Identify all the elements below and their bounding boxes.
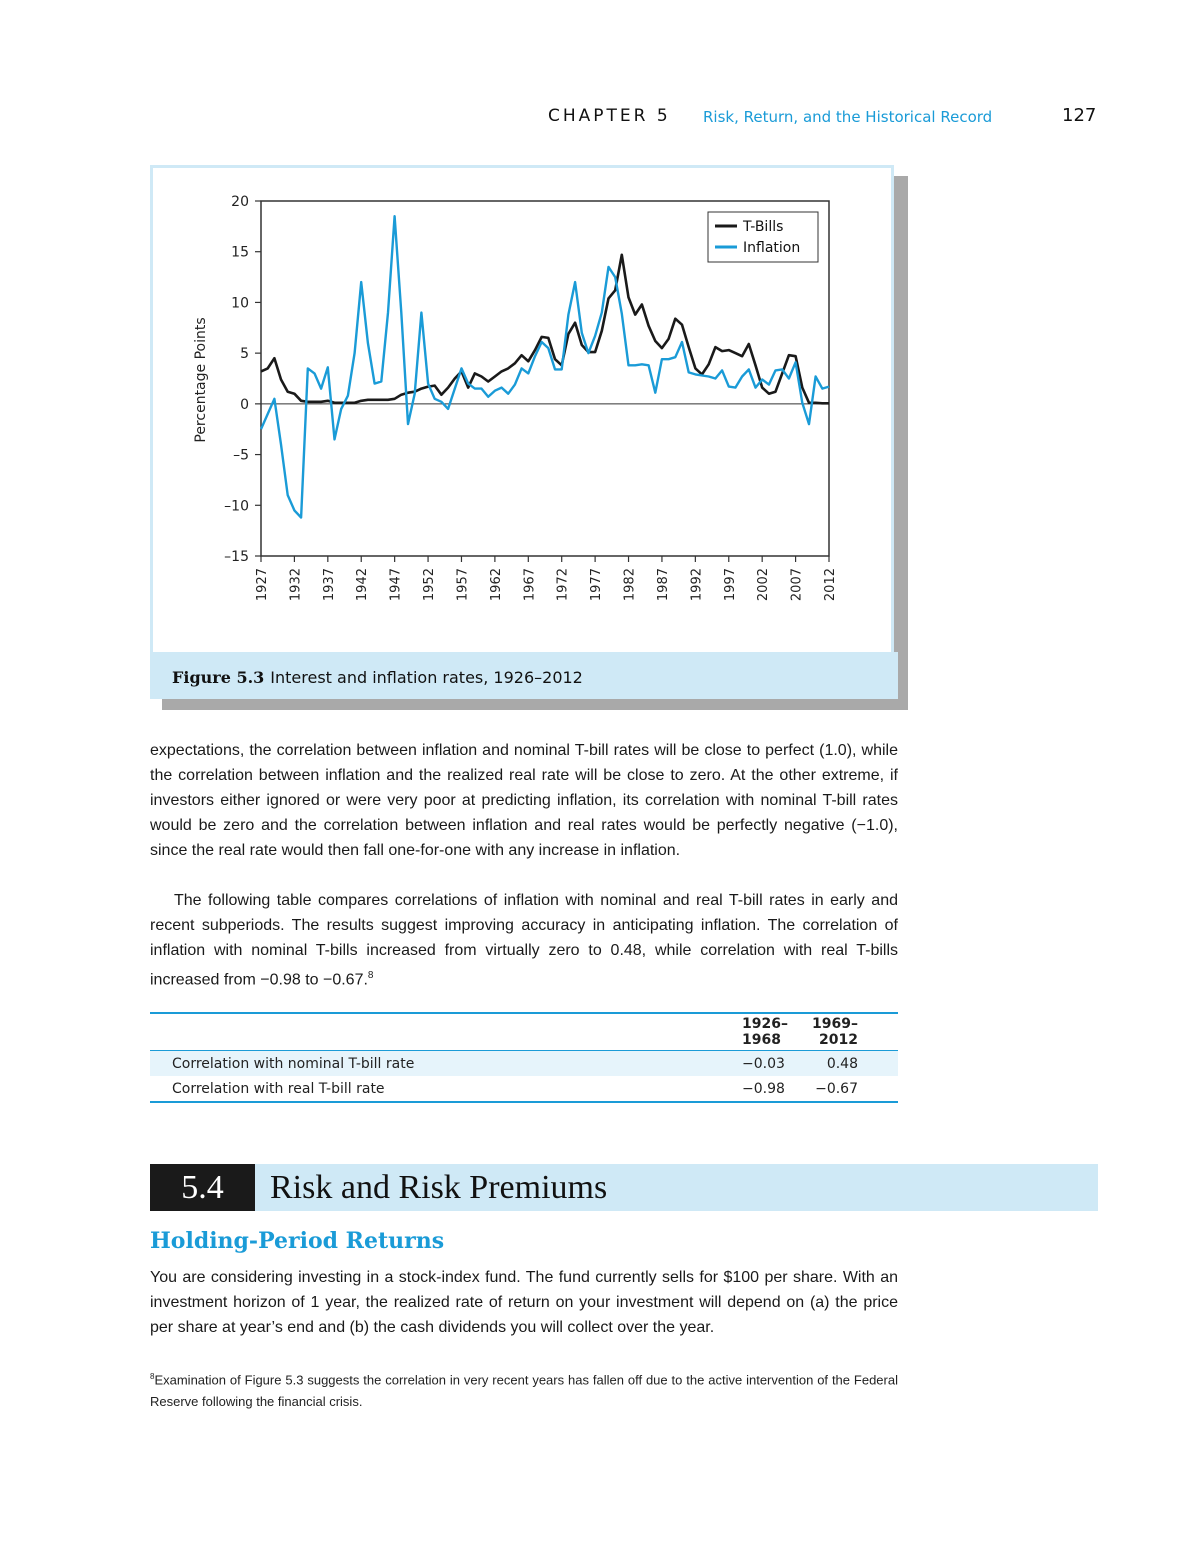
x-tick-label: 1992 [689,568,705,602]
page-number: 127 [1062,105,1097,126]
y-tick-label: –5 [233,447,249,464]
paragraph-3: You are considering investing in a stock-index fund. The fund currently sells for $100 per share. With an investment horizon of 1 year, the realized rate of return on your investment will depend on (a) the price per share at year’s end and (b) the cash dividends you will collect over the year. [150,1269,898,1336]
subsection-heading: Holding-Period Returns [150,1228,445,1254]
x-tick-label: 1977 [589,568,605,602]
chapter-label: CHAPTER 5 [548,106,671,126]
x-tick-label: 2007 [789,568,805,602]
y-tick-label: 10 [231,295,249,312]
figure-caption-text: Interest and inflation rates, 1926–2012 [270,668,583,687]
table-cell: Correlation with real T-bill rate [172,1080,385,1097]
paragraph-2-text: The following table compares correlations of inflation with nominal and real T-bill rates in early and recent subperiods. The results suggest improving accuracy in anticipating inflation. The correlation of inflation with nominal T-bills increased from virtually zero to 0.48, while correlation with real T-bills increased from −0.98 to −0.67. [150,892,898,989]
table-row [150,1051,898,1077]
table-cell: −0.98 [742,1080,785,1097]
y-tick-label: 15 [231,244,249,261]
y-tick-label: –15 [224,549,249,565]
x-tick-label: 1952 [422,568,438,602]
line-chart [153,168,891,652]
legend-tbills-label: T-Bills [743,219,784,235]
table-cell: −0.03 [532,1051,800,1077]
y-tick-label: 5 [240,346,249,363]
correlation-table [150,1012,898,1103]
x-tick-label: 1982 [622,568,638,602]
figure-label: Figure 5.3 [172,668,265,687]
x-tick-label: 2002 [756,568,772,602]
x-tick-label: 1947 [388,568,404,602]
y-tick-label: 0 [240,396,249,413]
footnote-ref-8[interactable]: 8 [367,970,374,981]
x-tick-label: 1927 [255,568,270,602]
chapter-title: Risk, Return, and the Historical Record [703,108,993,126]
footnote [150,1366,898,1413]
paragraph-1: expectations, the correlation between inflation and nominal T-bill rates will be close to perfect (1.0), while the correlation between inflation and the realized real rate will be close to zero. At the other extreme, if investors either ignored or were very poor at predicting inflation, its correlation with nominal T-bill rates would be zero and the correlation between inflation and real rates would be perfectly negative (−1.0), since the real rate would then fall one-for-one with any increase in inflation. [150,742,898,859]
x-tick-label: 1997 [722,568,738,602]
x-tick-label: 2012 [823,568,838,602]
x-tick-label: 1962 [488,568,504,602]
x-tick-label: 1942 [355,568,371,602]
table-cell: Correlation with nominal T-bill rate [150,1051,532,1077]
section-number: 5.4 [150,1164,255,1211]
x-tick-label: 1957 [455,568,471,602]
x-tick-label: 1967 [522,568,538,602]
table-header-row [150,1013,898,1051]
x-tick-label: 1937 [321,568,337,602]
table-cell: 0.48 [800,1051,898,1077]
y-tick-label: –10 [224,498,249,515]
legend-inflation-label: Inflation [743,240,801,256]
table-header: 1969–2012 [812,1016,858,1048]
figure-caption [172,668,583,687]
y-axis-label: Percentage Points [193,317,209,443]
paragraph-2 [150,888,898,992]
y-tick-label: 20 [231,194,249,210]
x-tick-label: 1987 [655,568,671,602]
footnote-mark: 8 [150,1372,155,1381]
table-cell: −0.67 [815,1080,858,1097]
table-row [150,1076,898,1102]
section-title: Risk and Risk Premiums [270,1169,608,1206]
x-tick-label: 1972 [555,568,571,602]
x-tick-label: 1932 [288,568,304,602]
chart-legend [708,212,818,262]
table-header: 1926–1968 [742,1016,788,1048]
table-header [150,1013,532,1051]
footnote-text: Examination of Figure 5.3 suggests the correlation in very recent years has fallen off due to the active intervention of the Federal Reserve following the financial crisis. [150,1372,898,1410]
